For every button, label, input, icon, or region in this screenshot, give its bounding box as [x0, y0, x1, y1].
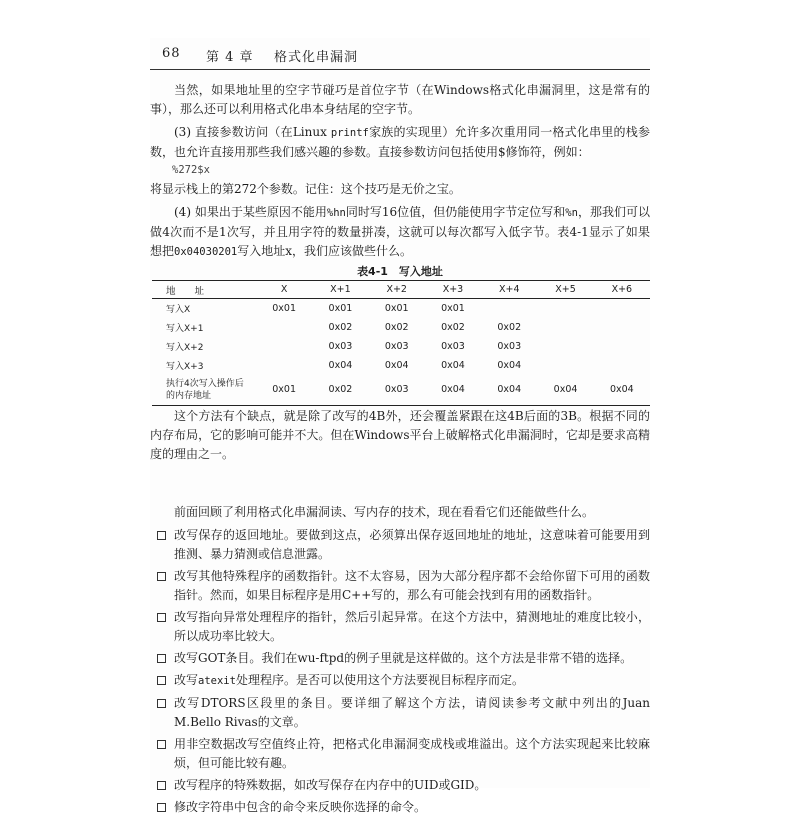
column-header: X [256, 281, 312, 299]
table-cell [594, 337, 650, 356]
square-bullet-icon [157, 699, 166, 708]
square-bullet-icon [157, 531, 166, 540]
list-item: 改写其他特殊程序的函数指针。这不太容易，因为大部分程序都不会给你留下可用的函数指针。然而，如果目标程序是用C++写的，那么有可能会找到有用的函数指针。 [150, 567, 650, 605]
table-cell: 写入X+1 [166, 324, 204, 334]
book-page [150, 38, 650, 814]
list-item: 改写atexit处理程序。是否可以使用这个方法要视目标程序而定。 [150, 671, 650, 691]
table-cell [594, 356, 650, 375]
column-header: X+5 [537, 281, 593, 299]
list-item: 改写保存的返回地址。要做到这点，必须算出保存返回地址的地址，这意味着可能要用到推测、暴力猜测或信息泄露。 [150, 526, 650, 564]
list-item: 改写指向异常处理程序的指针，然后引起异常。在这个方法中，猜测地址的难度比较小，所以成功率比较大。 [150, 608, 650, 646]
list-item: 改写DTORS区段里的条目。要详细了解这个方法，请阅读参考文献中列出的Juan M.Bello Rivas的文章。 [150, 694, 650, 732]
column-header: X+3 [425, 281, 481, 299]
table-cell: 0x02 [312, 375, 368, 406]
table-cell: 0x01 [256, 375, 312, 406]
column-header: X+6 [594, 281, 650, 299]
table-cell: 0x01 [384, 303, 409, 314]
table-cell [594, 299, 650, 319]
write-address-table [152, 280, 650, 406]
square-bullet-icon [157, 803, 166, 812]
table-cell: 写入X [166, 305, 191, 315]
paragraph-review: 前面回顾了利用格式化串漏洞读、写内存的技术，现在看看它们还能做些什么。 [174, 505, 595, 519]
paragraph-null-byte: 当然，如果地址里的空字节碰巧是首位字节（在Windows格式化串漏洞里，这是常有的事），那么还可以利用格式化串本身结尾的空字节。 [150, 83, 650, 116]
paragraph-direct-parameter-access: (3) 直接参数访问（在Linux printf家族的实现里）允许多次重用同一格式化串里的栈参数，也允许直接用那些我们感兴趣的参数。直接参数访问包括使用$修饰符，例如： [150, 125, 650, 159]
inline-code: printf [330, 127, 369, 139]
table-cell: 0x02 [384, 322, 409, 333]
table-cell: 0x03 [369, 375, 425, 406]
table-cell: 0x03 [384, 341, 409, 352]
code-example: %272$x [172, 164, 210, 176]
table-cell [537, 299, 593, 319]
table-cell [594, 318, 650, 337]
table-cell: 0x03 [497, 341, 522, 352]
table-cell: 0x01 [441, 303, 465, 314]
list-item: 修改字符串中包含的命令来反映你选择的命令。 [150, 798, 650, 817]
table-cell [537, 318, 593, 337]
paragraph-stack-param: 将显示栈上的第272个参数。记住：这个技巧是无价之宝。 [150, 182, 461, 196]
table-cell [256, 356, 312, 375]
list-item: 改写GOT条目。我们在wu-ftpd的例子里就是这样做的。这个方法是非常不错的选择。 [150, 649, 650, 668]
table-cell: 写入X+3 [166, 362, 204, 372]
inline-code: 0x04030201 [174, 246, 238, 258]
table-cell [537, 337, 593, 356]
table-cell: 0x04 [384, 360, 409, 371]
chapter-title: 格式化串漏洞 [274, 50, 359, 65]
table-cell [481, 299, 537, 319]
table-cell: 0x01 [328, 303, 353, 314]
table-row [152, 318, 650, 337]
square-bullet-icon [157, 740, 166, 749]
column-header: X+4 [481, 281, 537, 299]
table-cell [256, 337, 312, 356]
inline-code: %hn [326, 207, 346, 219]
table-cell: 0x04 [425, 375, 481, 406]
table-row-result [152, 375, 650, 406]
table-row [152, 299, 650, 319]
table-cell: 0x04 [497, 360, 522, 371]
square-bullet-icon [157, 654, 166, 663]
paragraph-four-writes: (4) 如果出于某些原因不能用%hn同时写16位值，但仍能使用字节定位写和%n，那我们可以做4次而不是1次写，并且用字符的数量拼凑，这就可以每次都写入低字节。表4-1显示了如果想把0x04030201写入地址x，我们应该做些什么。 [150, 205, 650, 258]
table-cell: 0x04 [441, 360, 465, 371]
table-caption: 表4-1 写入地址 [357, 265, 443, 278]
table-cell [537, 356, 593, 375]
square-bullet-icon [157, 613, 166, 622]
page-number: 68 [162, 46, 181, 61]
chapter-number: 第 4 章 [206, 50, 254, 65]
table-cell: 0x01 [272, 303, 297, 314]
running-header [162, 46, 650, 66]
list-item: 用非空数据改写空值终止符，把格式化串漏洞变成栈或堆溢出。这个方法实现起来比较麻烦，但可能比较有趣。 [150, 735, 650, 773]
table-cell: 0x02 [441, 322, 465, 333]
table-cell: 0x04 [594, 375, 650, 406]
header-rule [150, 69, 650, 70]
table-cell: 执行4次写入操作后 的内存地址 [152, 375, 256, 406]
table-cell: 0x02 [328, 322, 353, 333]
table-cell: 0x04 [328, 360, 353, 371]
table-cell: 0x02 [497, 322, 522, 333]
inline-code: %n [565, 207, 578, 219]
technique-list [150, 526, 650, 820]
column-header: X+1 [312, 281, 368, 299]
table-header-row [152, 281, 650, 299]
inline-code: atexit [198, 675, 236, 687]
square-bullet-icon [157, 676, 166, 685]
column-header: 地 址 [152, 281, 256, 299]
table-cell [256, 318, 312, 337]
column-header: X+2 [369, 281, 425, 299]
table-row [152, 356, 650, 375]
list-item: 改写程序的特殊数据，如改写保存在内存中的UID或GID。 [150, 776, 650, 795]
table-cell: 0x03 [441, 341, 465, 352]
table-cell: 0x04 [537, 375, 593, 406]
table-cell: 0x04 [481, 375, 537, 406]
square-bullet-icon [157, 781, 166, 790]
square-bullet-icon [157, 572, 166, 581]
table-cell: 写入X+2 [166, 343, 204, 353]
table-row [152, 337, 650, 356]
paragraph-drawback: 这个方法有个缺点，就是除了改写的4B外，还会覆盖紧跟在这4B后面的3B。根据不同的内存布局，它的影响可能并不大。但在Windows平台上破解格式化串漏洞时，它却是要求高精度的理由之一。 [150, 409, 650, 461]
table-cell: 0x03 [328, 341, 353, 352]
